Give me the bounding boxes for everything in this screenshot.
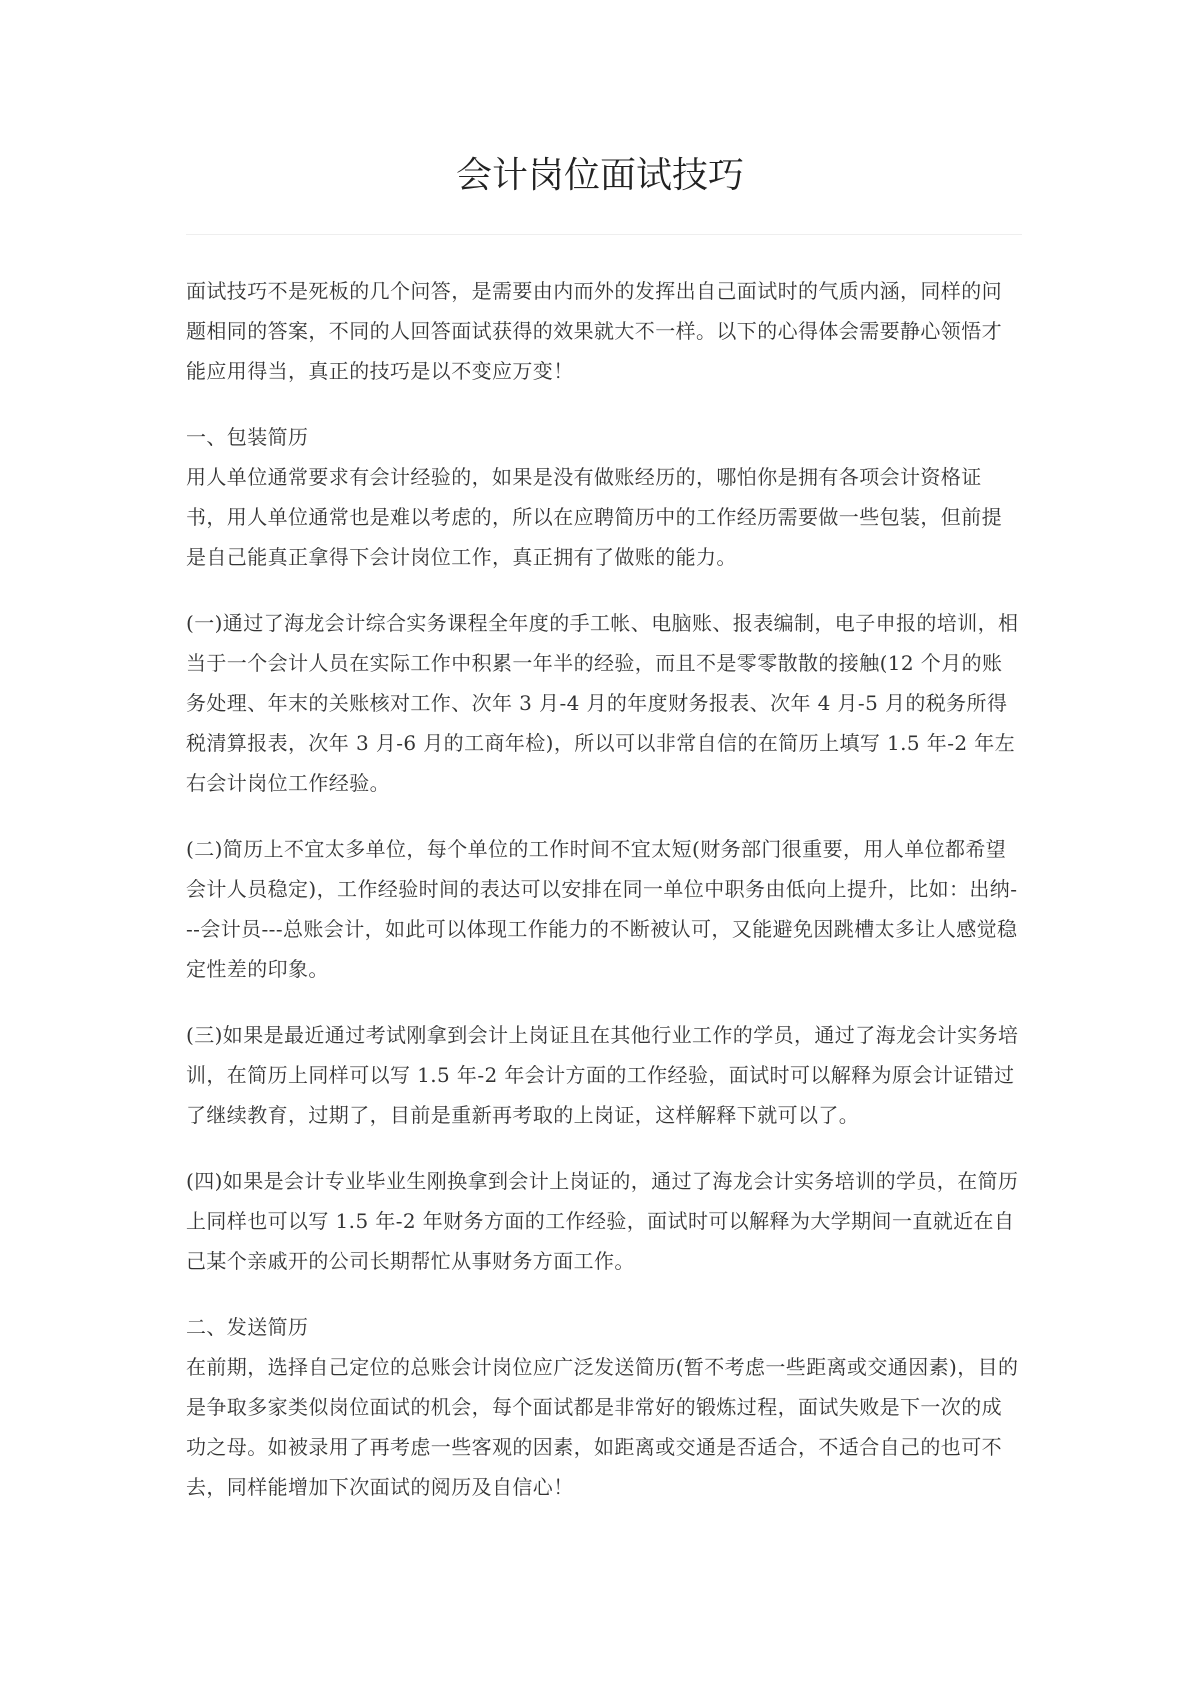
section-heading-2: 二、发送简历	[186, 1315, 309, 1339]
section-1-paragraph: 用人单位通常要求有会计经验的，如果是没有做账经历的，哪怕你是拥有各项会计资格证书，用人单位通常也是难以考虑的，所以在应聘简历中的工作经历需要做一些包装，但前提是自己能真正拿得下会计岗位工作，真正拥有了做账的能力。	[186, 465, 1002, 569]
section-heading-1: 一、包装简历	[186, 425, 309, 449]
intro-paragraph: 面试技巧不是死板的几个问答，是需要由内而外的发挥出自己面试时的气质内涵，同样的问题相同的答案，不同的人回答面试获得的效果就大不一样。以下的心得体会需要静心领悟才能应用得当，真正的技巧是以不变应万变！	[186, 279, 1002, 383]
document-body	[186, 271, 1022, 1533]
point-3-paragraph: (三)如果是最近通过考试刚拿到会计上岗证且在其他行业工作的学员，通过了海龙会计实务培训，在简历上同样可以写 1.5 年-2 年会计方面的工作经验，面试时可以解释为原会计证错过了继续教育，过期了，目前是重新再考取的上岗证，这样解释下就可以了。	[186, 1023, 1019, 1127]
point-2-paragraph: (二)简历上不宜太多单位，每个单位的工作时间不宜太短(财务部门很重要，用人单位都希望会计人员稳定)，工作经验时间的表达可以安排在同一单位中职务由低向上提升，比如：出纳---会计员---总账会计，如此可以体现工作能力的不断被认可，又能避免因跳槽太多让人感觉稳定性差的印象。	[186, 837, 1018, 981]
point-4-paragraph: (四)如果是会计专业毕业生刚换拿到会计上岗证的，通过了海龙会计实务培训的学员，在简历上同样也可以写 1.5 年-2 年财务方面的工作经验，面试时可以解释为大学期间一直就近在自己某个亲戚开的公司长期帮忙从事财务方面工作。	[186, 1169, 1019, 1273]
point-1-paragraph: (一)通过了海龙会计综合实务课程全年度的手工帐、电脑账、报表编制，电子申报的培训，相当于一个会计人员在实际工作中积累一年半的经验，而且不是零零散散的接触(12 个月的账务处理、年末的关账核对工作、次年 3 月-4 月的年度财务报表、次年 4 月-5 月的税务所得税清算报表，次年 3 月-6 月的工商年检)，所以可以非常自信的在简历上填写 1.5 年-2 年左右会计岗位工作经验。	[186, 611, 1019, 795]
section-2-paragraph: 在前期，选择自己定位的总账会计岗位应广泛发送简历(暂不考虑一些距离或交通因素)，目的是争取多家类似岗位面试的机会，每个面试都是非常好的锻炼过程，面试失败是下一次的成功之母。如被录用了再考虑一些客观的因素，如距离或交通是否适合，不适合自己的也可不去，同样能增加下次面试的阅历及自信心！	[186, 1355, 1019, 1499]
title-divider	[186, 234, 1022, 235]
document-title: 会计岗位面试技巧	[455, 155, 744, 196]
